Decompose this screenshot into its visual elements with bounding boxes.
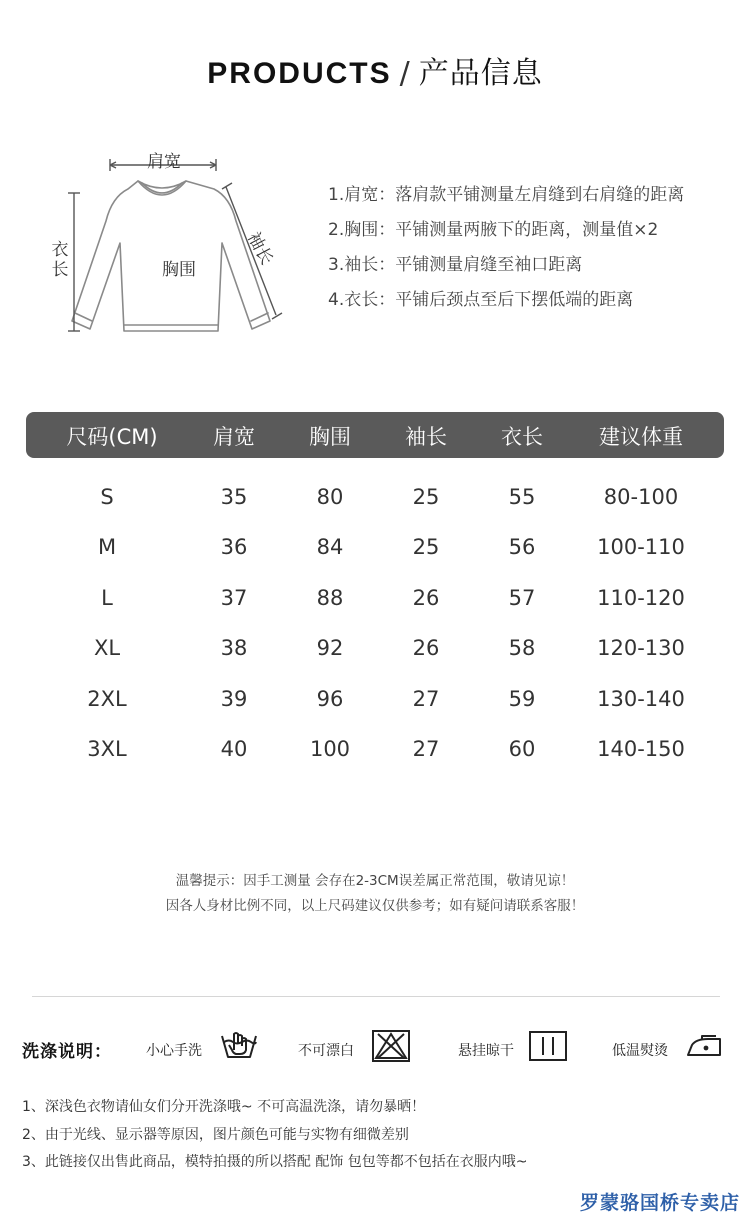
header-shoulder: 肩宽 <box>213 425 255 449</box>
note-sleeve: 3.袖长：平铺测量肩缝至袖口距离 <box>328 255 583 275</box>
cell-weight: 120-130 <box>597 636 685 660</box>
page-title <box>0 48 750 92</box>
size-table-header <box>26 412 724 458</box>
table-row <box>0 473 750 523</box>
cell-shoulder: 36 <box>220 535 248 559</box>
cell-sleeve: 26 <box>412 586 440 610</box>
cell-weight: 100-110 <box>597 535 685 559</box>
measurement-notes <box>328 178 684 318</box>
tip-line-1: 温馨提示：因手工测量 会存在2-3CM误差属正常范围，敬请见谅！ <box>175 873 575 889</box>
cell-length: 57 <box>508 586 536 610</box>
title-en: PRODUCTS <box>207 57 392 90</box>
care-title: 洗涤说明： <box>22 1042 112 1062</box>
footer-note-1: 1、深浅色衣物请仙女们分开洗涤哦~ 不可高温洗涤，请勿暴晒！ <box>22 1099 426 1115</box>
label-chest: 胸围 <box>162 260 196 280</box>
header-length: 衣长 <box>501 425 543 449</box>
title-cn: 产品信息 <box>418 56 543 91</box>
low-iron-icon <box>686 1035 724 1063</box>
cell-weight: 110-120 <box>597 586 685 610</box>
note-shoulder: 1.肩宽：落肩款平铺测量左肩缝到右肩缝的距离 <box>328 185 685 205</box>
cell-chest: 96 <box>316 687 344 711</box>
care-label-hang-dry: 悬挂晾干 <box>458 1043 514 1059</box>
cell-weight: 130-140 <box>597 687 685 711</box>
header-sleeve: 袖长 <box>405 425 447 449</box>
cell-size: 3XL <box>87 737 127 761</box>
cell-chest: 100 <box>309 737 351 761</box>
cell-length: 59 <box>508 687 536 711</box>
cell-shoulder: 39 <box>220 687 248 711</box>
cell-size: 2XL <box>87 687 127 711</box>
care-label-low-iron: 低温熨烫 <box>612 1043 668 1059</box>
cell-length: 56 <box>508 535 536 559</box>
cell-size: S <box>100 485 114 509</box>
cell-shoulder: 35 <box>220 485 248 509</box>
brand-store-name: 罗蒙骆国桥专卖店 <box>579 1192 740 1214</box>
divider <box>32 996 720 997</box>
footer-note-3: 3、此链接仅出售此商品，模特拍摄的所以搭配 配饰 包包等都不包括在衣服内哦~ <box>22 1154 528 1170</box>
label-shoulder: 肩宽 <box>147 152 181 172</box>
cell-chest: 92 <box>316 636 344 660</box>
cell-sleeve: 26 <box>412 636 440 660</box>
label-length: 衣长 <box>51 240 69 280</box>
tip-line-2: 因各人身材比例不同，以上尺码建议仅供参考；如有疑问请联系客服！ <box>165 898 585 914</box>
cell-sleeve: 25 <box>412 485 440 509</box>
measurement-diagram <box>40 125 300 355</box>
header-weight: 建议体重 <box>599 425 683 449</box>
cell-shoulder: 38 <box>220 636 248 660</box>
care-label-no-bleach: 不可漂白 <box>298 1043 354 1059</box>
cell-length: 55 <box>508 485 536 509</box>
no-bleach-icon <box>372 1030 410 1066</box>
footer-note-2: 2、由于光线、显示器等原因，图片颜色可能与实物有细微差别 <box>22 1126 409 1143</box>
table-row <box>0 574 750 624</box>
header-chest: 胸围 <box>309 425 351 449</box>
title-separator: / <box>399 56 411 91</box>
cell-weight: 140-150 <box>597 737 685 761</box>
cell-length: 58 <box>508 636 536 660</box>
cell-chest: 88 <box>316 586 344 610</box>
cell-sleeve: 27 <box>412 737 440 761</box>
care-label-hand-wash: 小心手洗 <box>146 1043 202 1059</box>
cell-chest: 80 <box>316 485 344 509</box>
table-row <box>0 725 750 775</box>
cell-sleeve: 27 <box>412 687 440 711</box>
note-chest: 2.胸围：平铺测量两腋下的距离，测量值×2 <box>328 220 659 240</box>
cell-sleeve: 25 <box>412 535 440 559</box>
table-row <box>0 624 750 674</box>
note-length: 4.衣长：平铺后颈点至后下摆低端的距离 <box>328 290 634 310</box>
hang-dry-icon <box>529 1031 567 1065</box>
label-sleeve: 袖长 <box>242 228 277 269</box>
cell-length: 60 <box>508 737 536 761</box>
hand-wash-icon <box>220 1030 258 1064</box>
cell-weight: 80-100 <box>603 485 679 509</box>
header-size: 尺码(CM) <box>66 425 158 449</box>
cell-size: L <box>101 586 113 610</box>
cell-shoulder: 37 <box>220 586 248 610</box>
cell-size: M <box>97 535 117 559</box>
table-row <box>0 675 750 725</box>
table-row <box>0 523 750 573</box>
cell-shoulder: 40 <box>220 737 248 761</box>
footer-notes <box>22 1094 528 1177</box>
cell-chest: 84 <box>316 535 344 559</box>
cell-size: XL <box>93 636 121 660</box>
